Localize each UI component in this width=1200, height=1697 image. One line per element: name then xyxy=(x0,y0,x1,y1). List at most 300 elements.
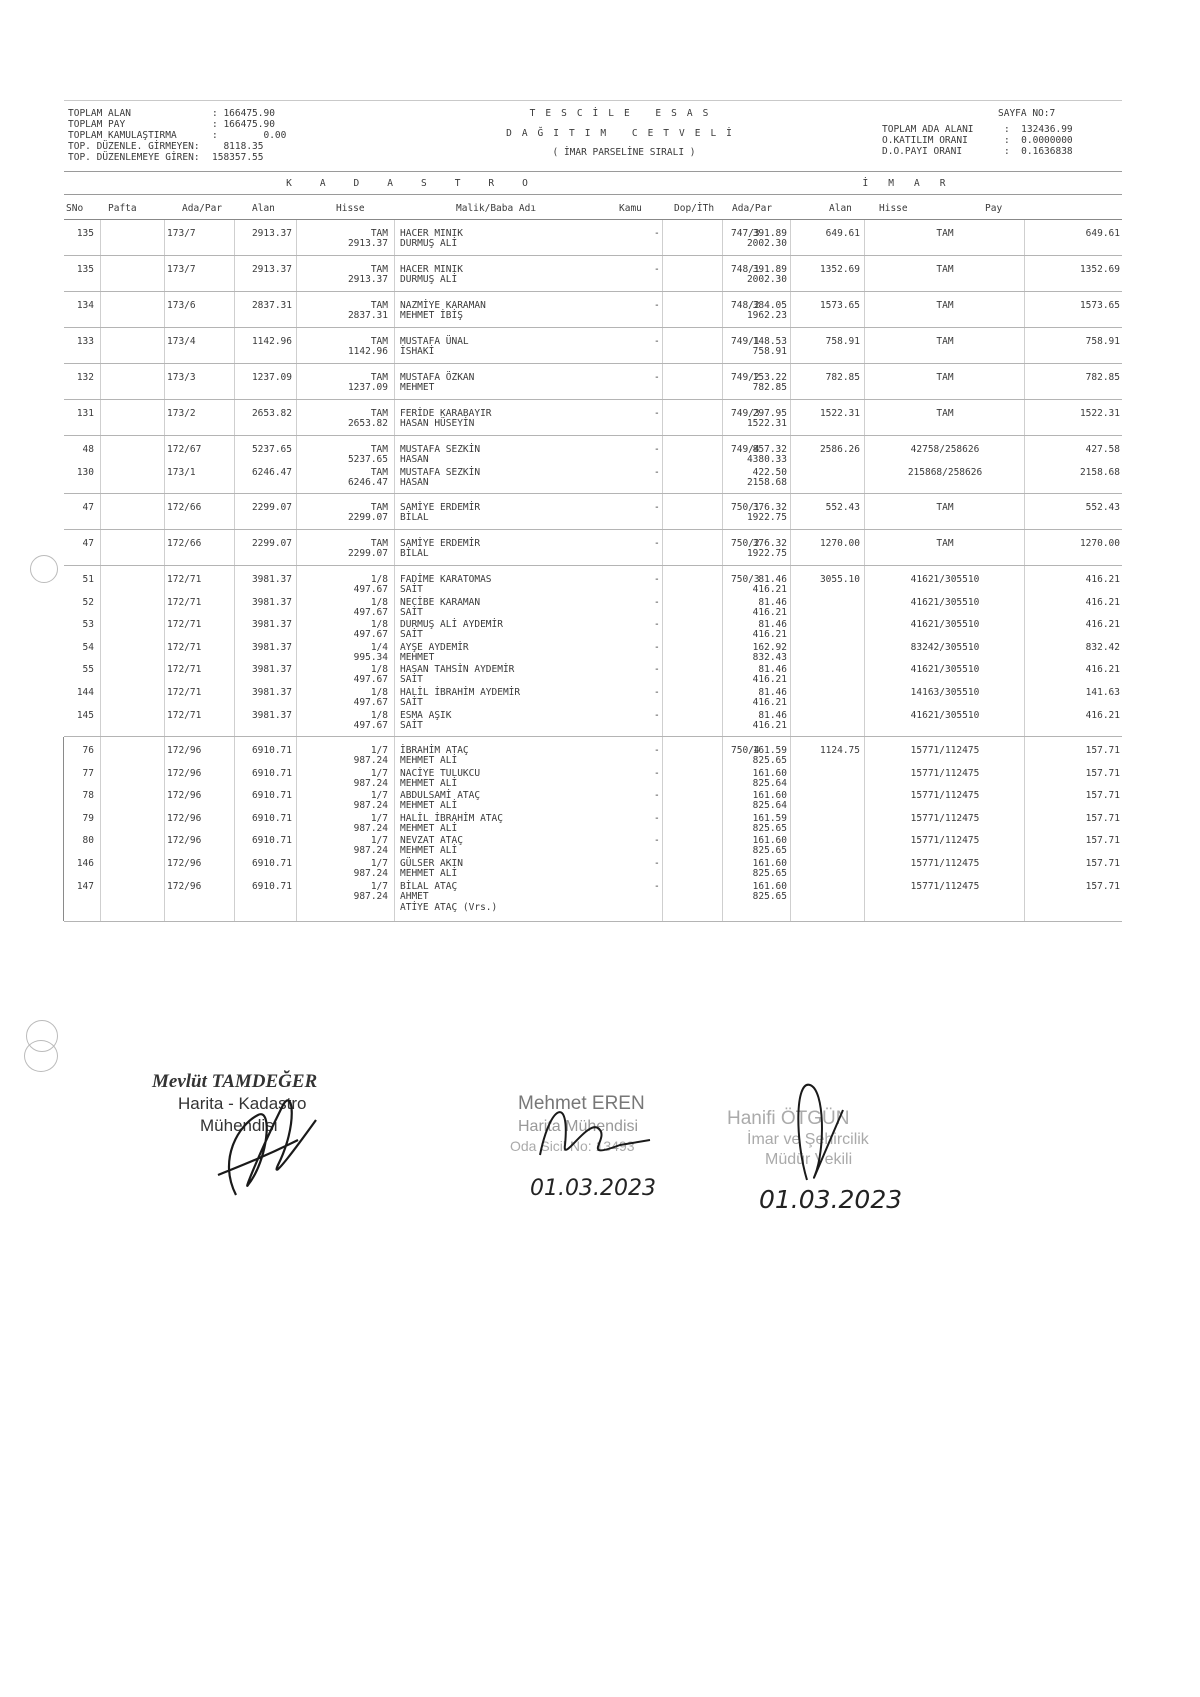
col-sno: SNo xyxy=(66,203,84,214)
ith-cell: 2002.30 xyxy=(746,238,787,249)
column-header-row xyxy=(64,195,1122,220)
parcel-group xyxy=(64,364,1122,400)
pay-cell: 416.21 xyxy=(1085,597,1120,608)
imar-hisse-cell: 15771/112475 xyxy=(910,813,980,824)
malik-cell: ESMA AŞIK xyxy=(400,710,452,721)
title-dagitim-cetveli: DAĞITIM CETVELİ xyxy=(506,128,742,139)
ith-cell: 832.43 xyxy=(752,652,787,663)
imar-hisse-cell: 14163/305510 xyxy=(910,687,980,698)
imar-hisse-cell: 41621/305510 xyxy=(910,619,980,630)
col-dopith: Dop/İTh xyxy=(674,203,715,214)
hisse-cell: TAM xyxy=(370,372,388,383)
imar-hisse-cell: TAM xyxy=(936,408,954,419)
table-row xyxy=(64,227,1122,250)
sno-cell: 80 xyxy=(82,835,94,846)
parcel-group xyxy=(64,737,1122,922)
imar-hisse-cell: TAM xyxy=(936,538,954,549)
adapar-cell: 172/96 xyxy=(167,745,202,756)
signature-block-2 xyxy=(500,1085,710,1215)
adapar-cell: 172/96 xyxy=(167,881,202,892)
ith-cell: 758.91 xyxy=(752,346,787,357)
dop-cell: 161.60 xyxy=(752,881,787,892)
malik-cell: HALİL İBRAHİM AYDEMİR xyxy=(400,687,521,698)
adapar-cell: 172/71 xyxy=(167,574,202,585)
col-hisse: Hisse xyxy=(336,203,365,214)
hisse-cell: 1/7 xyxy=(370,813,388,824)
imar-alan: 758.91 xyxy=(825,336,860,347)
imar-adapar: 749/2 xyxy=(731,372,760,383)
ith-cell: 416.21 xyxy=(752,629,787,640)
table-body xyxy=(64,220,1122,922)
sno-cell: 135 xyxy=(76,228,94,239)
dop-cell: 81.46 xyxy=(758,664,787,675)
malik-cell: HASAN TAHSİN AYDEMİR xyxy=(400,664,515,675)
hisse-cell: 1/7 xyxy=(370,858,388,869)
alan-cell: 2299.07 xyxy=(251,502,292,513)
alan-cell: 3981.37 xyxy=(251,597,292,608)
dop-cell: 161.59 xyxy=(752,745,787,756)
alan-cell: 3981.37 xyxy=(251,574,292,585)
imar-hisse-cell: 41621/305510 xyxy=(910,574,980,585)
ith-cell: 782.85 xyxy=(752,382,787,393)
sno-cell: 55 xyxy=(82,664,94,675)
imar-hisse-cell: 15771/112475 xyxy=(910,835,980,846)
kamu-cell: - xyxy=(654,538,660,549)
adapar-cell: 173/4 xyxy=(167,336,196,347)
ith-cell: 1922.75 xyxy=(746,512,787,523)
table-row xyxy=(64,709,1122,732)
kamu-cell: - xyxy=(654,228,660,239)
dop-cell: 153.22 xyxy=(752,372,787,383)
parcel-group xyxy=(64,530,1122,566)
ratio-label: D.O.PAYI ORANI xyxy=(882,146,963,157)
alan-cell: 2913.37 xyxy=(251,264,292,275)
distribution-sheet xyxy=(64,100,1122,922)
hisse-cell: 1/8 xyxy=(370,710,388,721)
dop-cell: 148.53 xyxy=(752,336,787,347)
hisse-alan-cell: 2299.07 xyxy=(347,512,388,523)
imar-hisse-cell: 15771/112475 xyxy=(910,881,980,892)
baba-cell: MEHMET ALİ xyxy=(400,868,458,879)
sno-cell: 79 xyxy=(82,813,94,824)
kamu-cell: - xyxy=(654,574,660,585)
imar-hisse-cell: 41621/305510 xyxy=(910,664,980,675)
hisse-alan-cell: 497.67 xyxy=(353,674,388,685)
malik-cell: SAMİYE ERDEMİR xyxy=(400,538,481,549)
sno-cell: 131 xyxy=(76,408,94,419)
parcel-group xyxy=(64,256,1122,292)
malik-cell: AYŞE AYDEMİR xyxy=(400,642,469,653)
adapar-cell: 172/96 xyxy=(167,813,202,824)
ratio-row xyxy=(882,124,1073,135)
table-row xyxy=(64,663,1122,686)
col-pafta: Pafta xyxy=(108,203,137,214)
hisse-alan-cell: 497.67 xyxy=(353,720,388,731)
kamu-cell: - xyxy=(654,835,660,846)
malik-cell: MUSTAFA ÜNAL xyxy=(400,336,469,347)
pay-cell: 157.71 xyxy=(1085,768,1120,779)
punch-hole-mark xyxy=(30,555,58,583)
imar-hisse-cell: 15771/112475 xyxy=(910,745,980,756)
alan-cell: 6910.71 xyxy=(251,835,292,846)
imar-hisse-cell: 15771/112475 xyxy=(910,858,980,869)
pay-cell: 416.21 xyxy=(1085,710,1120,721)
pay-cell: 1573.65 xyxy=(1079,300,1120,311)
baba-cell: SAİT xyxy=(400,674,423,685)
table-row xyxy=(64,767,1122,790)
ith-cell: 825.65 xyxy=(752,823,787,834)
baba-cell: BİLAL xyxy=(400,512,429,523)
adapar-cell: 172/66 xyxy=(167,502,202,513)
hisse-cell: 1/7 xyxy=(370,768,388,779)
hisse-cell: 1/8 xyxy=(370,619,388,630)
dop-cell: 81.46 xyxy=(758,574,787,585)
baba-cell: MEHMET ALİ xyxy=(400,823,458,834)
alan-cell: 1142.96 xyxy=(251,336,292,347)
dop-cell: 81.46 xyxy=(758,597,787,608)
adapar-cell: 173/6 xyxy=(167,300,196,311)
sno-cell: 48 xyxy=(82,444,94,455)
tail-note: ATİYE ATAÇ (Vrs.) xyxy=(400,902,498,913)
dop-cell: 161.60 xyxy=(752,790,787,801)
alan-cell: 3981.37 xyxy=(251,664,292,675)
hisse-alan-cell: 2299.07 xyxy=(347,548,388,559)
hisse-cell: 1/4 xyxy=(370,642,388,653)
kamu-cell: - xyxy=(654,881,660,892)
hisse-cell: 1/7 xyxy=(370,881,388,892)
parcel-group xyxy=(64,400,1122,436)
hisse-alan-cell: 987.24 xyxy=(353,778,388,789)
baba-cell: AHMET xyxy=(400,891,429,902)
parcel-group xyxy=(64,328,1122,364)
ith-cell: 1962.23 xyxy=(746,310,787,321)
kamu-cell: - xyxy=(654,790,660,801)
pay-cell: 2158.68 xyxy=(1079,467,1120,478)
hisse-alan-cell: 987.24 xyxy=(353,800,388,811)
dop-cell: 81.46 xyxy=(758,710,787,721)
parcel-group xyxy=(64,292,1122,328)
imar-hisse-cell: 15771/112475 xyxy=(910,790,980,801)
hisse-alan-cell: 6246.47 xyxy=(347,477,388,488)
hisse-cell: TAM xyxy=(370,467,388,478)
table-row xyxy=(64,789,1122,812)
table-row xyxy=(64,371,1122,394)
imar-hisse-cell: 215868/258626 xyxy=(907,467,983,478)
imar-hisse-cell: TAM xyxy=(936,372,954,383)
pay-cell: 782.85 xyxy=(1085,372,1120,383)
dop-cell: 161.60 xyxy=(752,858,787,869)
svg-text:01.03.2023: 01.03.2023 xyxy=(759,1185,903,1214)
ith-cell: 825.64 xyxy=(752,778,787,789)
alan-cell: 6910.71 xyxy=(251,745,292,756)
table-row xyxy=(64,812,1122,835)
kamu-cell: - xyxy=(654,664,660,675)
malik-cell: HACER MINIK xyxy=(400,228,463,239)
dop-cell: 162.92 xyxy=(752,642,787,653)
hisse-alan-cell: 2837.31 xyxy=(347,310,388,321)
baba-cell: SAİT xyxy=(400,629,423,640)
totals-row xyxy=(68,152,286,163)
malik-cell: NAZMİYE KARAMAN xyxy=(400,300,486,311)
ith-cell: 2158.68 xyxy=(746,477,787,488)
baba-cell: HASAN xyxy=(400,454,429,465)
adapar-cell: 173/2 xyxy=(167,408,196,419)
title-tescile-esas: TESCİLE ESAS xyxy=(529,108,719,119)
table-row xyxy=(64,501,1122,524)
alan-cell: 3981.37 xyxy=(251,642,292,653)
dop-cell: 297.95 xyxy=(752,408,787,419)
dop-cell: 857.32 xyxy=(752,444,787,455)
malik-cell: NEVZAT ATAÇ xyxy=(400,835,463,846)
malik-cell: MUSTAFA ÖZKAN xyxy=(400,372,475,383)
table-row xyxy=(64,686,1122,709)
section-imar: İMAR xyxy=(862,178,966,189)
malik-cell: ABDULSAMİ ATAÇ xyxy=(400,790,481,801)
pay-cell: 1270.00 xyxy=(1079,538,1120,549)
dop-cell: 161.59 xyxy=(752,813,787,824)
hisse-cell: TAM xyxy=(370,264,388,275)
imar-alan: 649.61 xyxy=(825,228,860,239)
signature-1-image xyxy=(148,1065,368,1205)
dop-cell: 81.46 xyxy=(758,687,787,698)
alan-cell: 1237.09 xyxy=(251,372,292,383)
hisse-cell: TAM xyxy=(370,336,388,347)
col-kamu: Kamu xyxy=(619,203,642,214)
pay-cell: 552.43 xyxy=(1085,502,1120,513)
pay-cell: 157.71 xyxy=(1085,790,1120,801)
totals-row xyxy=(68,119,286,130)
hisse-alan-cell: 2913.37 xyxy=(347,274,388,285)
hisse-alan-cell: 5237.65 xyxy=(347,454,388,465)
adapar-cell: 173/1 xyxy=(167,467,196,478)
sno-cell: 47 xyxy=(82,538,94,549)
sno-cell: 132 xyxy=(76,372,94,383)
ratio-label: TOPLAM ADA ALANI xyxy=(882,124,974,135)
malik-cell: FERİDE KARABAYIR xyxy=(400,408,492,419)
adapar-cell: 172/71 xyxy=(167,597,202,608)
baba-cell: DURMUŞ ALİ xyxy=(400,274,458,285)
kamu-cell: - xyxy=(654,745,660,756)
pay-cell: 1352.69 xyxy=(1079,264,1120,275)
imar-alan: 1573.65 xyxy=(819,300,860,311)
totals-label: TOPLAM ALAN xyxy=(68,108,131,119)
hisse-cell: TAM xyxy=(370,538,388,549)
hisse-cell: 1/7 xyxy=(370,835,388,846)
baba-cell: HASAN xyxy=(400,477,429,488)
malik-cell: İBRAHİM ATAÇ xyxy=(400,745,469,756)
imar-hisse-cell: TAM xyxy=(936,502,954,513)
kamu-cell: - xyxy=(654,642,660,653)
table-row xyxy=(64,834,1122,857)
malik-cell: HALİL İBRAHİM ATAÇ xyxy=(400,813,503,824)
ith-cell: 1522.31 xyxy=(746,418,787,429)
hisse-alan-cell: 2653.82 xyxy=(347,418,388,429)
baba-cell: HASAN HÜSEYİN xyxy=(400,418,475,429)
ratio-value: : 0.1636838 xyxy=(1004,146,1073,157)
section-kadastro: KADASTRO xyxy=(286,178,556,189)
sno-cell: 135 xyxy=(76,264,94,275)
hisse-alan-cell: 2913.37 xyxy=(347,238,388,249)
totals-value: 8118.35 xyxy=(212,141,264,152)
adapar-cell: 172/71 xyxy=(167,710,202,721)
svg-text:Mevlüt TAMDEĞER: Mevlüt TAMDEĞER xyxy=(152,1071,318,1092)
sno-cell: 51 xyxy=(82,574,94,585)
totals-value: : 166475.90 xyxy=(212,108,275,119)
alan-cell: 6910.71 xyxy=(251,768,292,779)
ith-cell: 416.21 xyxy=(752,720,787,731)
sheet-header xyxy=(64,100,1122,172)
hisse-cell: 1/8 xyxy=(370,574,388,585)
table-row xyxy=(64,537,1122,560)
imar-alan: 1124.75 xyxy=(819,745,860,756)
table-row xyxy=(64,263,1122,286)
totals-label: TOP. DÜZENLE. GİRMEYEN: xyxy=(68,141,200,152)
alan-cell: 6910.71 xyxy=(251,881,292,892)
col-pay: Pay xyxy=(985,203,1003,214)
col-imar-adapar: Ada/Par xyxy=(732,203,773,214)
alan-cell: 3981.37 xyxy=(251,687,292,698)
kamu-cell: - xyxy=(654,858,660,869)
imar-adapar: 750/4 xyxy=(731,745,760,756)
pay-cell: 157.71 xyxy=(1085,745,1120,756)
col-malik: Malik/Baba Adı xyxy=(456,203,537,214)
pay-cell: 157.71 xyxy=(1085,813,1120,824)
ratio-label: O.KATILIM ORANI xyxy=(882,135,968,146)
svg-text:Harita - Kadastro: Harita - Kadastro xyxy=(178,1094,307,1113)
pay-cell: 157.71 xyxy=(1085,881,1120,892)
svg-text:İmar ve Şehircilik: İmar ve Şehircilik xyxy=(747,1131,869,1148)
totals-value: 158357.55 xyxy=(212,152,264,163)
baba-cell: SAİT xyxy=(400,607,423,618)
ratio-value: : 132436.99 xyxy=(1004,124,1073,135)
kamu-cell: - xyxy=(654,264,660,275)
table-row xyxy=(64,335,1122,358)
col-adapar: Ada/Par xyxy=(182,203,223,214)
totals-label: TOP. DÜZENLEMEYE GİREN: xyxy=(68,152,200,163)
hisse-cell: 1/7 xyxy=(370,790,388,801)
pay-cell: 758.91 xyxy=(1085,336,1120,347)
imar-hisse-cell: 41621/305510 xyxy=(910,710,980,721)
sno-cell: 52 xyxy=(82,597,94,608)
sno-cell: 47 xyxy=(82,502,94,513)
totals-row xyxy=(68,130,286,141)
dop-cell: 161.60 xyxy=(752,835,787,846)
imar-adapar: 747/3 xyxy=(731,228,760,239)
adapar-cell: 173/7 xyxy=(167,264,196,275)
imar-adapar: 749/1 xyxy=(731,336,760,347)
dop-cell: 376.32 xyxy=(752,502,787,513)
baba-cell: SAİT xyxy=(400,697,423,708)
left-border xyxy=(63,737,64,921)
sno-cell: 78 xyxy=(82,790,94,801)
table-row xyxy=(64,443,1122,466)
parcel-group xyxy=(64,494,1122,530)
table-row xyxy=(64,466,1122,489)
alan-cell: 5237.65 xyxy=(251,444,292,455)
adapar-cell: 172/71 xyxy=(167,619,202,630)
totals-row xyxy=(68,141,286,152)
hisse-cell: 1/7 xyxy=(370,745,388,756)
ith-cell: 825.64 xyxy=(752,800,787,811)
imar-hisse-cell: 83242/305510 xyxy=(910,642,980,653)
imar-adapar: 750/3 xyxy=(731,574,760,585)
hisse-alan-cell: 1237.09 xyxy=(347,382,388,393)
kamu-cell: - xyxy=(654,813,660,824)
hisse-alan-cell: 995.34 xyxy=(353,652,388,663)
ratio-row xyxy=(882,135,1073,146)
ith-cell: 416.21 xyxy=(752,674,787,685)
imar-hisse-cell: TAM xyxy=(936,264,954,275)
pay-cell: 157.71 xyxy=(1085,858,1120,869)
svg-text:Hanifi ÖTGÜN: Hanifi ÖTGÜN xyxy=(727,1108,850,1129)
pay-cell: 649.61 xyxy=(1085,228,1120,239)
svg-text:Müdür Vekili: Müdür Vekili xyxy=(765,1151,853,1168)
kamu-cell: - xyxy=(654,619,660,630)
alan-cell: 3981.37 xyxy=(251,619,292,630)
imar-adapar: 749/4 xyxy=(731,444,760,455)
pay-cell: 416.21 xyxy=(1085,619,1120,630)
dop-cell: 384.05 xyxy=(752,300,787,311)
table-row xyxy=(64,573,1122,596)
section-header xyxy=(64,172,1122,195)
pay-cell: 416.21 xyxy=(1085,574,1120,585)
title-block xyxy=(454,108,794,158)
malik-cell: DURMUŞ ALİ AYDEMİR xyxy=(400,619,503,630)
table-row xyxy=(64,299,1122,322)
baba-cell: BİLAL xyxy=(400,548,429,559)
sno-cell: 134 xyxy=(76,300,94,311)
baba-cell: SAİT xyxy=(400,584,423,595)
table-row xyxy=(64,407,1122,430)
baba-cell: MEHMET xyxy=(400,382,435,393)
baba-cell: MEHMET ALİ xyxy=(400,845,458,856)
imar-hisse-cell: 15771/112475 xyxy=(910,768,980,779)
imar-alan: 552.43 xyxy=(825,502,860,513)
malik-cell: NECİBE KARAMAN xyxy=(400,597,481,608)
pay-cell: 157.71 xyxy=(1085,835,1120,846)
ratio-value: : 0.0000000 xyxy=(1004,135,1073,146)
sno-cell: 145 xyxy=(76,710,94,721)
sno-cell: 76 xyxy=(82,745,94,756)
pay-cell: 1522.31 xyxy=(1079,408,1120,419)
col-imar-alan: Alan xyxy=(829,203,852,214)
alan-cell: 2913.37 xyxy=(251,228,292,239)
ith-cell: 825.65 xyxy=(752,868,787,879)
adapar-cell: 173/3 xyxy=(167,372,196,383)
imar-hisse-cell: TAM xyxy=(936,300,954,311)
baba-cell: MEHMET ALİ xyxy=(400,800,458,811)
alan-cell: 6246.47 xyxy=(251,467,292,478)
imar-hisse-cell: 41621/305510 xyxy=(910,597,980,608)
table-row xyxy=(64,596,1122,619)
ith-cell: 825.65 xyxy=(752,755,787,766)
kamu-cell: - xyxy=(654,502,660,513)
hisse-cell: 1/8 xyxy=(370,664,388,675)
ith-cell: 1922.75 xyxy=(746,548,787,559)
imar-hisse-cell: TAM xyxy=(936,228,954,239)
imar-alan: 782.85 xyxy=(825,372,860,383)
adapar-cell: 172/67 xyxy=(167,444,202,455)
table-row xyxy=(64,618,1122,641)
title-imar-sirali: ( İMAR PARSELİNE SIRALI ) xyxy=(552,147,696,158)
pay-cell: 416.21 xyxy=(1085,664,1120,675)
hisse-cell: TAM xyxy=(370,444,388,455)
alan-cell: 3981.37 xyxy=(251,710,292,721)
hisse-alan-cell: 497.67 xyxy=(353,607,388,618)
adapar-cell: 172/71 xyxy=(167,687,202,698)
hisse-alan-cell: 497.67 xyxy=(353,697,388,708)
imar-hisse-cell: TAM xyxy=(936,336,954,347)
